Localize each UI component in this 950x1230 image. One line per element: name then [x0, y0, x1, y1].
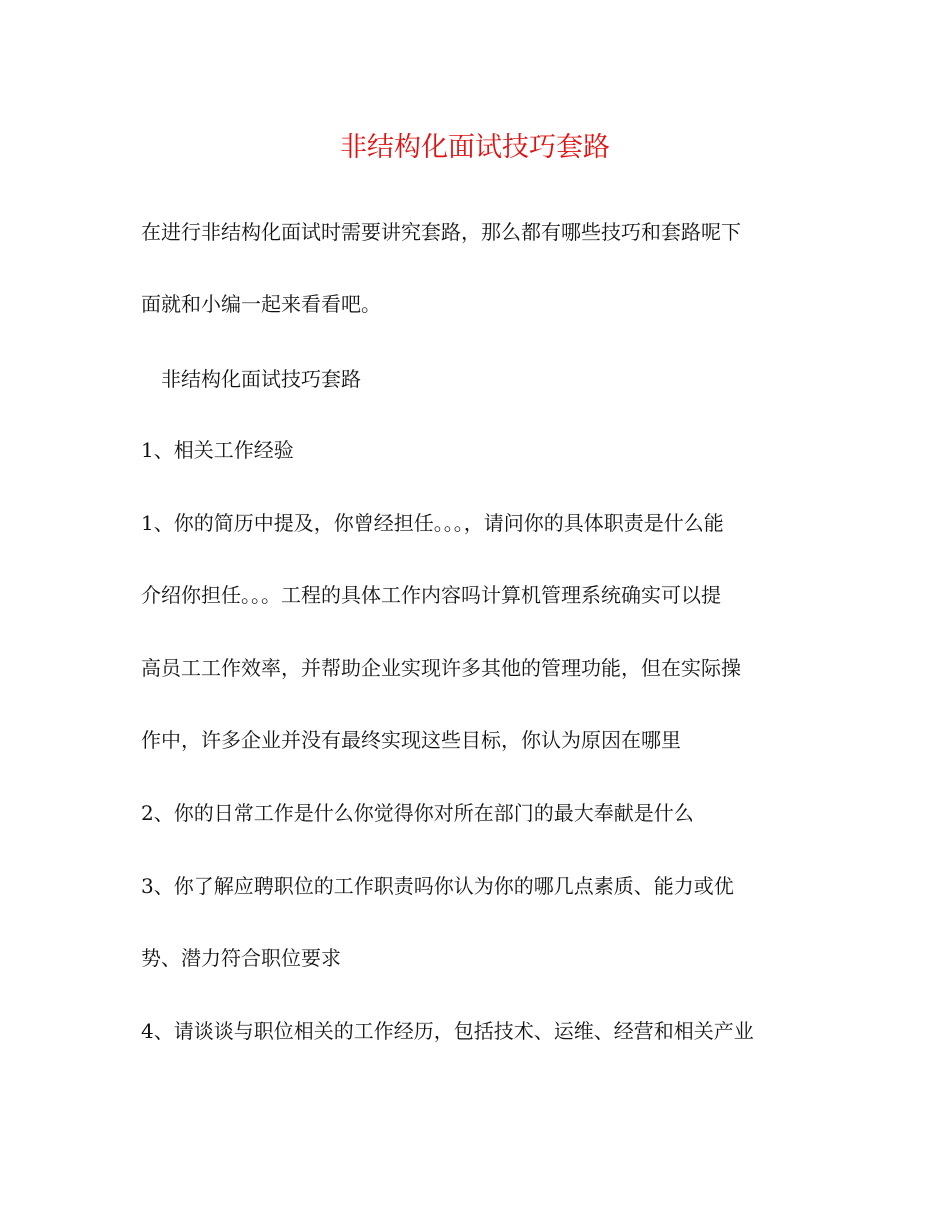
- intro-line-2: 面就和小编一起来看看吧。: [141, 292, 381, 316]
- question-3-line-2: 势、潜力符合职位要求: [141, 946, 341, 970]
- intro-line-1: 在进行非结构化面试时需要讲究套路，那么都有哪些技巧和套路呢下: [141, 220, 741, 244]
- question-1-line-2: 介绍你担任。。。工程的具体工作内容吗计算机管理系统确实可以提: [141, 583, 721, 607]
- question-2: 2、你的日常工作是什么你觉得你对所在部门的最大奉献是什么: [141, 801, 694, 825]
- section-heading-1: 1、相关工作经验: [141, 438, 294, 462]
- question-1-line-3: 高员工工作效率，并帮助企业实现许多其他的管理功能，但在实际操: [141, 656, 741, 680]
- question-4-line-1: 4、请谈谈与职位相关的工作经历，包括技术、运维、经营和相关产业: [141, 1019, 754, 1043]
- question-1-line-1: 1、你的简历中提及，你曾经担任。。。，请问你的具体职责是什么能: [141, 511, 724, 535]
- document-title: 非结构化面试技巧套路: [340, 132, 610, 163]
- question-1-line-4: 作中，许多企业并没有最终实现这些目标，你认为原因在哪里: [141, 728, 681, 752]
- question-3-line-1: 3、你了解应聘职位的工作职责吗你认为你的哪几点素质、能力或优: [141, 874, 734, 898]
- section-subtitle: 非结构化面试技巧套路: [161, 367, 361, 391]
